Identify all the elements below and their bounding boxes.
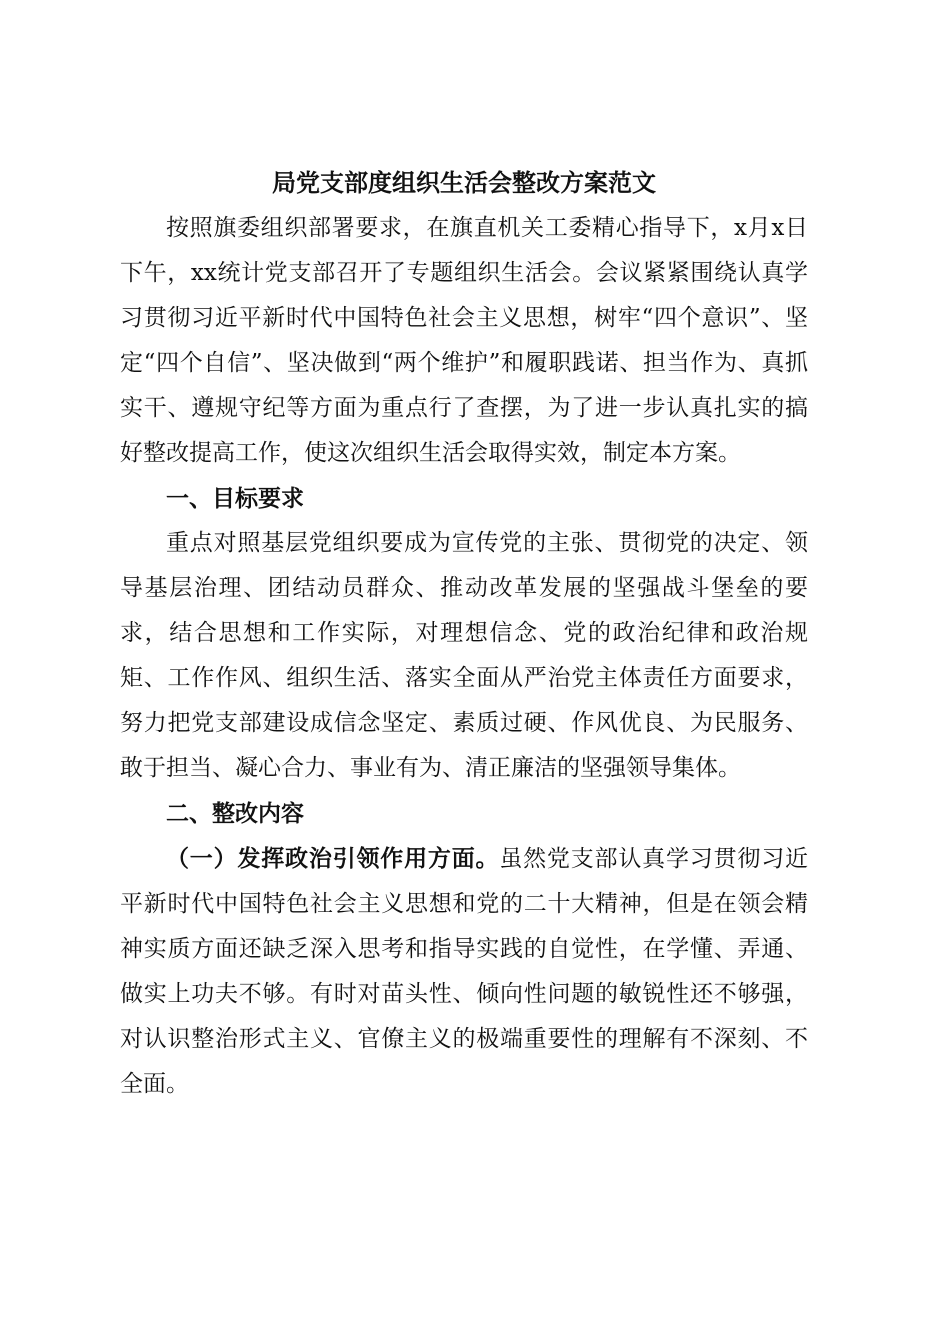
- section-heading-rectification: 二、整改内容: [166, 800, 304, 827]
- goals-paragraph: 重点对照基层党组织要成为宣传党的主张、贯彻党的决定、领导基层治理、团结动员群众、推动改革发展的坚强战斗堡垒的要求，结合思想和工作实际，对理想信念、党的政治纪律和政治规矩、工作作风、组织生活、落实全面从严治党主体责任方面要求，努力把党支部建设成信念坚定、素质过硬、作风优良、为民服务、敢于担当、凝心合力、事业有为、清正廉洁的坚强领导集体。: [120, 530, 808, 781]
- section-heading-goals: 一、目标要求: [166, 485, 304, 512]
- intro-paragraph: 按照旗委组织部署要求，在旗直机关工委精心指导下，x月x日下午，xx统计党支部召开了专题组织生活会。会议紧紧围绕认真学习贯彻习近平新时代中国特色社会主义思想，树牢“四个意识”、坚定“四个自信”、坚决做到“两个维护”和履职践诺、担当作为、真抓实干、遵规守纪等方面为重点行了查摆，为了进一步认真扎实的搞好整改提高工作，使这次组织生活会取得实效，制定本方案。: [120, 215, 808, 466]
- document-body: [120, 160, 808, 1107]
- rectification-item-1: [120, 836, 808, 1107]
- item-1-body: 虽然党支部认真学习贯彻习近平新时代中国特色社会主义思想和党的二十大精神，但是在领会精神实质方面还缺乏深入思考和指导实践的自觉性，在学懂、弄通、做实上功夫不够。有时对苗头性、倾向性问题的敏锐性还不够强，对认识整治形式主义、官僚主义的极端重要性的理解有不深刻、不全面。: [120, 846, 809, 1097]
- document-title: 局党支部度组织生活会整改方案范文: [272, 168, 656, 197]
- item-1-lead: （一）发挥政治引领作用方面。: [166, 845, 500, 872]
